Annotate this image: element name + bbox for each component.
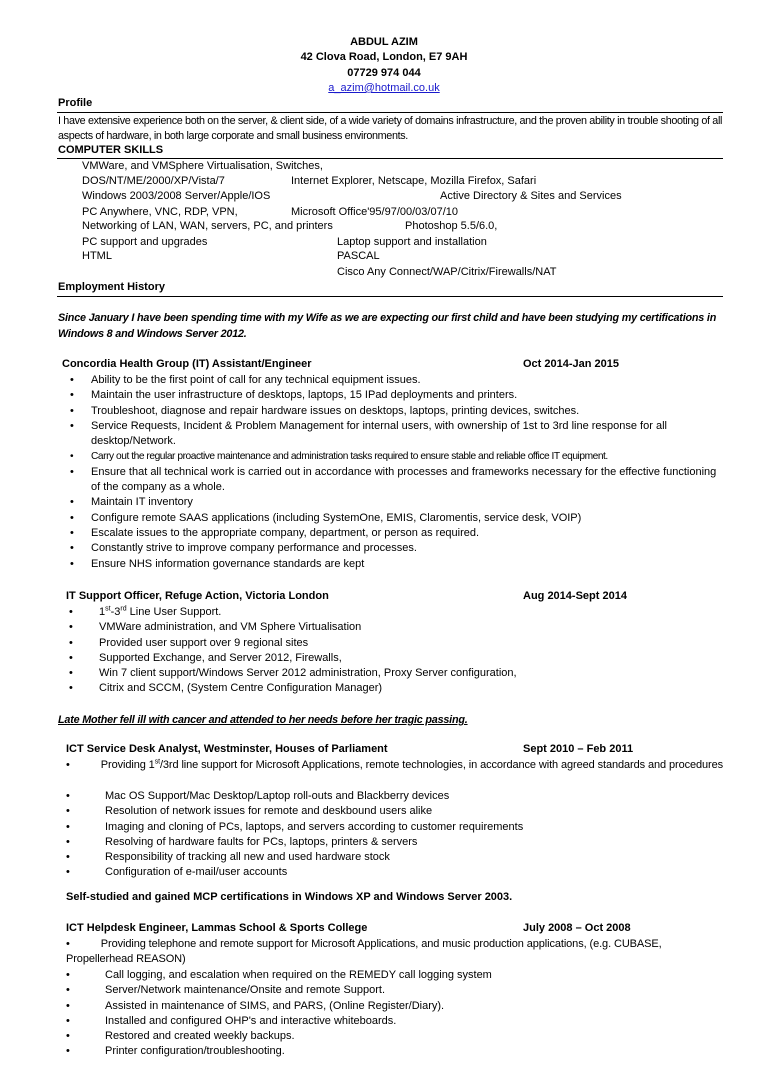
certification-note: Self-studied and gained MCP certifications in Windows XP and Windows Server 2003. (66, 891, 513, 903)
list-item: • 1st-3rd Line User Support. (69, 605, 222, 618)
lead-duty: • Providing telephone and remote support for Microsoft Applications, and music production applications, (e.g. CUBASE, Propellerhead REASON) (66, 938, 662, 966)
employment-heading: Employment History (58, 281, 165, 293)
list-item: • Resolving of hardware faults for PCs, laptops, printers & servers (66, 835, 418, 848)
skill-item: Cisco Any Connect/WAP/Citrix/Firewalls/NAT (337, 266, 557, 278)
lead-duty: • Providing 1st/3rd line support for Microsoft Applications, remote technologies, in accordance with agreed standards and procedures (66, 758, 724, 771)
list-item: • Installed and configured OHP's and interactive whiteboards. (66, 1014, 397, 1027)
list-item: • Provided user support over 9 regional sites (69, 636, 309, 649)
skill-item: PASCAL (337, 250, 380, 262)
list-item: • Assisted in maintenance of SIMS, and PARS, (Online Register/Diary). (66, 999, 445, 1012)
email-link[interactable]: a_azim@hotmail.co.uk (328, 82, 440, 94)
list-item: • Ensure NHS information governance standards are kept (70, 557, 365, 570)
skill-item: Microsoft Office'95/97/00/03/07/10 (291, 206, 458, 218)
list-item: • Win 7 client support/Windows Server 2012 administration, Proxy Server configuration, (69, 667, 517, 680)
candidate-name: ABDUL AZIM (350, 36, 418, 48)
list-item: • Citrix and SCCM, (System Centre Configuration Manager) (69, 682, 383, 695)
job-duties (69, 605, 723, 697)
list-item: • Escalate issues to the appropriate company, department, or person as required. (70, 526, 480, 539)
skill-item: Active Directory & Sites and Services (440, 190, 622, 202)
section-divider (57, 296, 723, 297)
job-duties (66, 789, 720, 881)
list-item: • Printer configuration/troubleshooting. (66, 1045, 285, 1058)
skill-item: PC Anywhere, VNC, RDP, VPN, (82, 206, 238, 218)
list-item: • Mac OS Support/Mac Desktop/Laptop roll-outs and Blackberry devices (66, 790, 450, 802)
section-divider (57, 158, 723, 159)
job-dates: Oct 2014-Jan 2015 (523, 358, 620, 370)
list-item: • Troubleshoot, diagnose and repair hardware issues on desktops, laptops, printing devices, switches. (70, 404, 580, 417)
list-item: • Imaging and cloning of PCs, laptops, and servers according to customer requirements (66, 820, 524, 833)
list-item: • Call logging, and escalation when required on the REMEDY call logging system (66, 969, 492, 981)
skill-item: Windows 2003/2008 Server/Apple/IOS (82, 190, 271, 202)
skills-heading: COMPUTER SKILLS (58, 144, 164, 156)
list-item: • Ensure that all technical work is carried out in accordance with processes and frameworks necessary for the effective functioning of the company as a whole. (70, 465, 717, 494)
job-duties (66, 968, 720, 1060)
profile-heading: Profile (58, 97, 93, 109)
section-divider (57, 112, 723, 113)
career-break-note: Since January I have been spending time with my Wife as we are expecting our first child and have been studying my certifications in Windows 8 and Windows Server 2012. (58, 312, 717, 340)
list-item: • Restored and created weekly backups. (66, 1030, 295, 1043)
profile-text: I have extensive experience both on the server, & client side, of a wide variety of domains infrastructure, and the proven ability in trouble shooting of all aspects of hardware, in both large corporate and small business environments. (58, 115, 723, 142)
list-item: • Ability to be the first point of call for any technical equipment issues. (70, 374, 421, 386)
skill-item: Laptop support and installation (337, 236, 487, 248)
career-break-note: Late Mother fell ill with cancer and attended to her needs before her tragic passing. (58, 714, 468, 726)
skill-item: HTML (82, 250, 112, 262)
list-item: • Server/Network maintenance/Onsite and remote Support. (66, 984, 386, 997)
candidate-address: 42 Clova Road, London, E7 9AH (300, 51, 468, 63)
list-item: • Constantly strive to improve company performance and processes. (70, 542, 417, 555)
skill-item: DOS/NT/ME/2000/XP/Vista/7 (82, 175, 225, 187)
skill-item: Networking of LAN, WAN, servers, PC, and printers (82, 220, 333, 232)
skill-item: VMWare, and VMSphere Virtualisation, Switches, (82, 160, 323, 172)
list-item: • Resolution of network issues for remote and deskbound users alike (66, 805, 433, 818)
list-item: • Supported Exchange, and Server 2012, Firewalls, (69, 651, 342, 664)
job-title: IT Support Officer, Refuge Action, Victoria London (66, 590, 329, 602)
job-duties (70, 373, 724, 572)
skill-item: Internet Explorer, Netscape, Mozilla Firefox, Safari (291, 175, 537, 187)
list-item: • Configuration of e-mail/user accounts (66, 866, 288, 879)
list-item: • Responsibility of tracking all new and used hardware stock (66, 851, 390, 864)
job-title: ICT Service Desk Analyst, Westminster, Houses of Parliament (66, 743, 388, 755)
skill-item: Photoshop 5.5/6.0, (405, 220, 498, 232)
candidate-phone: 07729 974 044 (347, 67, 421, 79)
job-dates: July 2008 – Oct 2008 (523, 922, 631, 934)
list-item: • VMWare administration, and VM Sphere Virtualisation (69, 621, 362, 634)
list-item: • Carry out the regular proactive maintenance and administration tasks required to ensure stable and reliable office IT equipment. (70, 451, 608, 463)
list-item: • Maintain the user infrastructure of desktops, laptops, 15 IPad deployments and printers. (70, 389, 518, 402)
job-title: Concordia Health Group (IT) Assistant/Engineer (62, 358, 312, 370)
job-title: ICT Helpdesk Engineer, Lammas School & Sports College (66, 922, 368, 934)
job-dates: Aug 2014-Sept 2014 (523, 590, 627, 602)
list-item: • Configure remote SAAS applications (including SystemOne, EMIS, Claromentis, service desk, VOIP) (70, 511, 582, 524)
list-item: • Maintain IT inventory (70, 496, 193, 509)
skill-item: PC support and upgrades (82, 236, 208, 248)
list-item: • Service Requests, Incident & Problem Management for internal users, with ownership of 1st to 3rd line response for all desktop/Network. (70, 419, 667, 448)
job-dates: Sept 2010 – Feb 2011 (523, 743, 634, 755)
